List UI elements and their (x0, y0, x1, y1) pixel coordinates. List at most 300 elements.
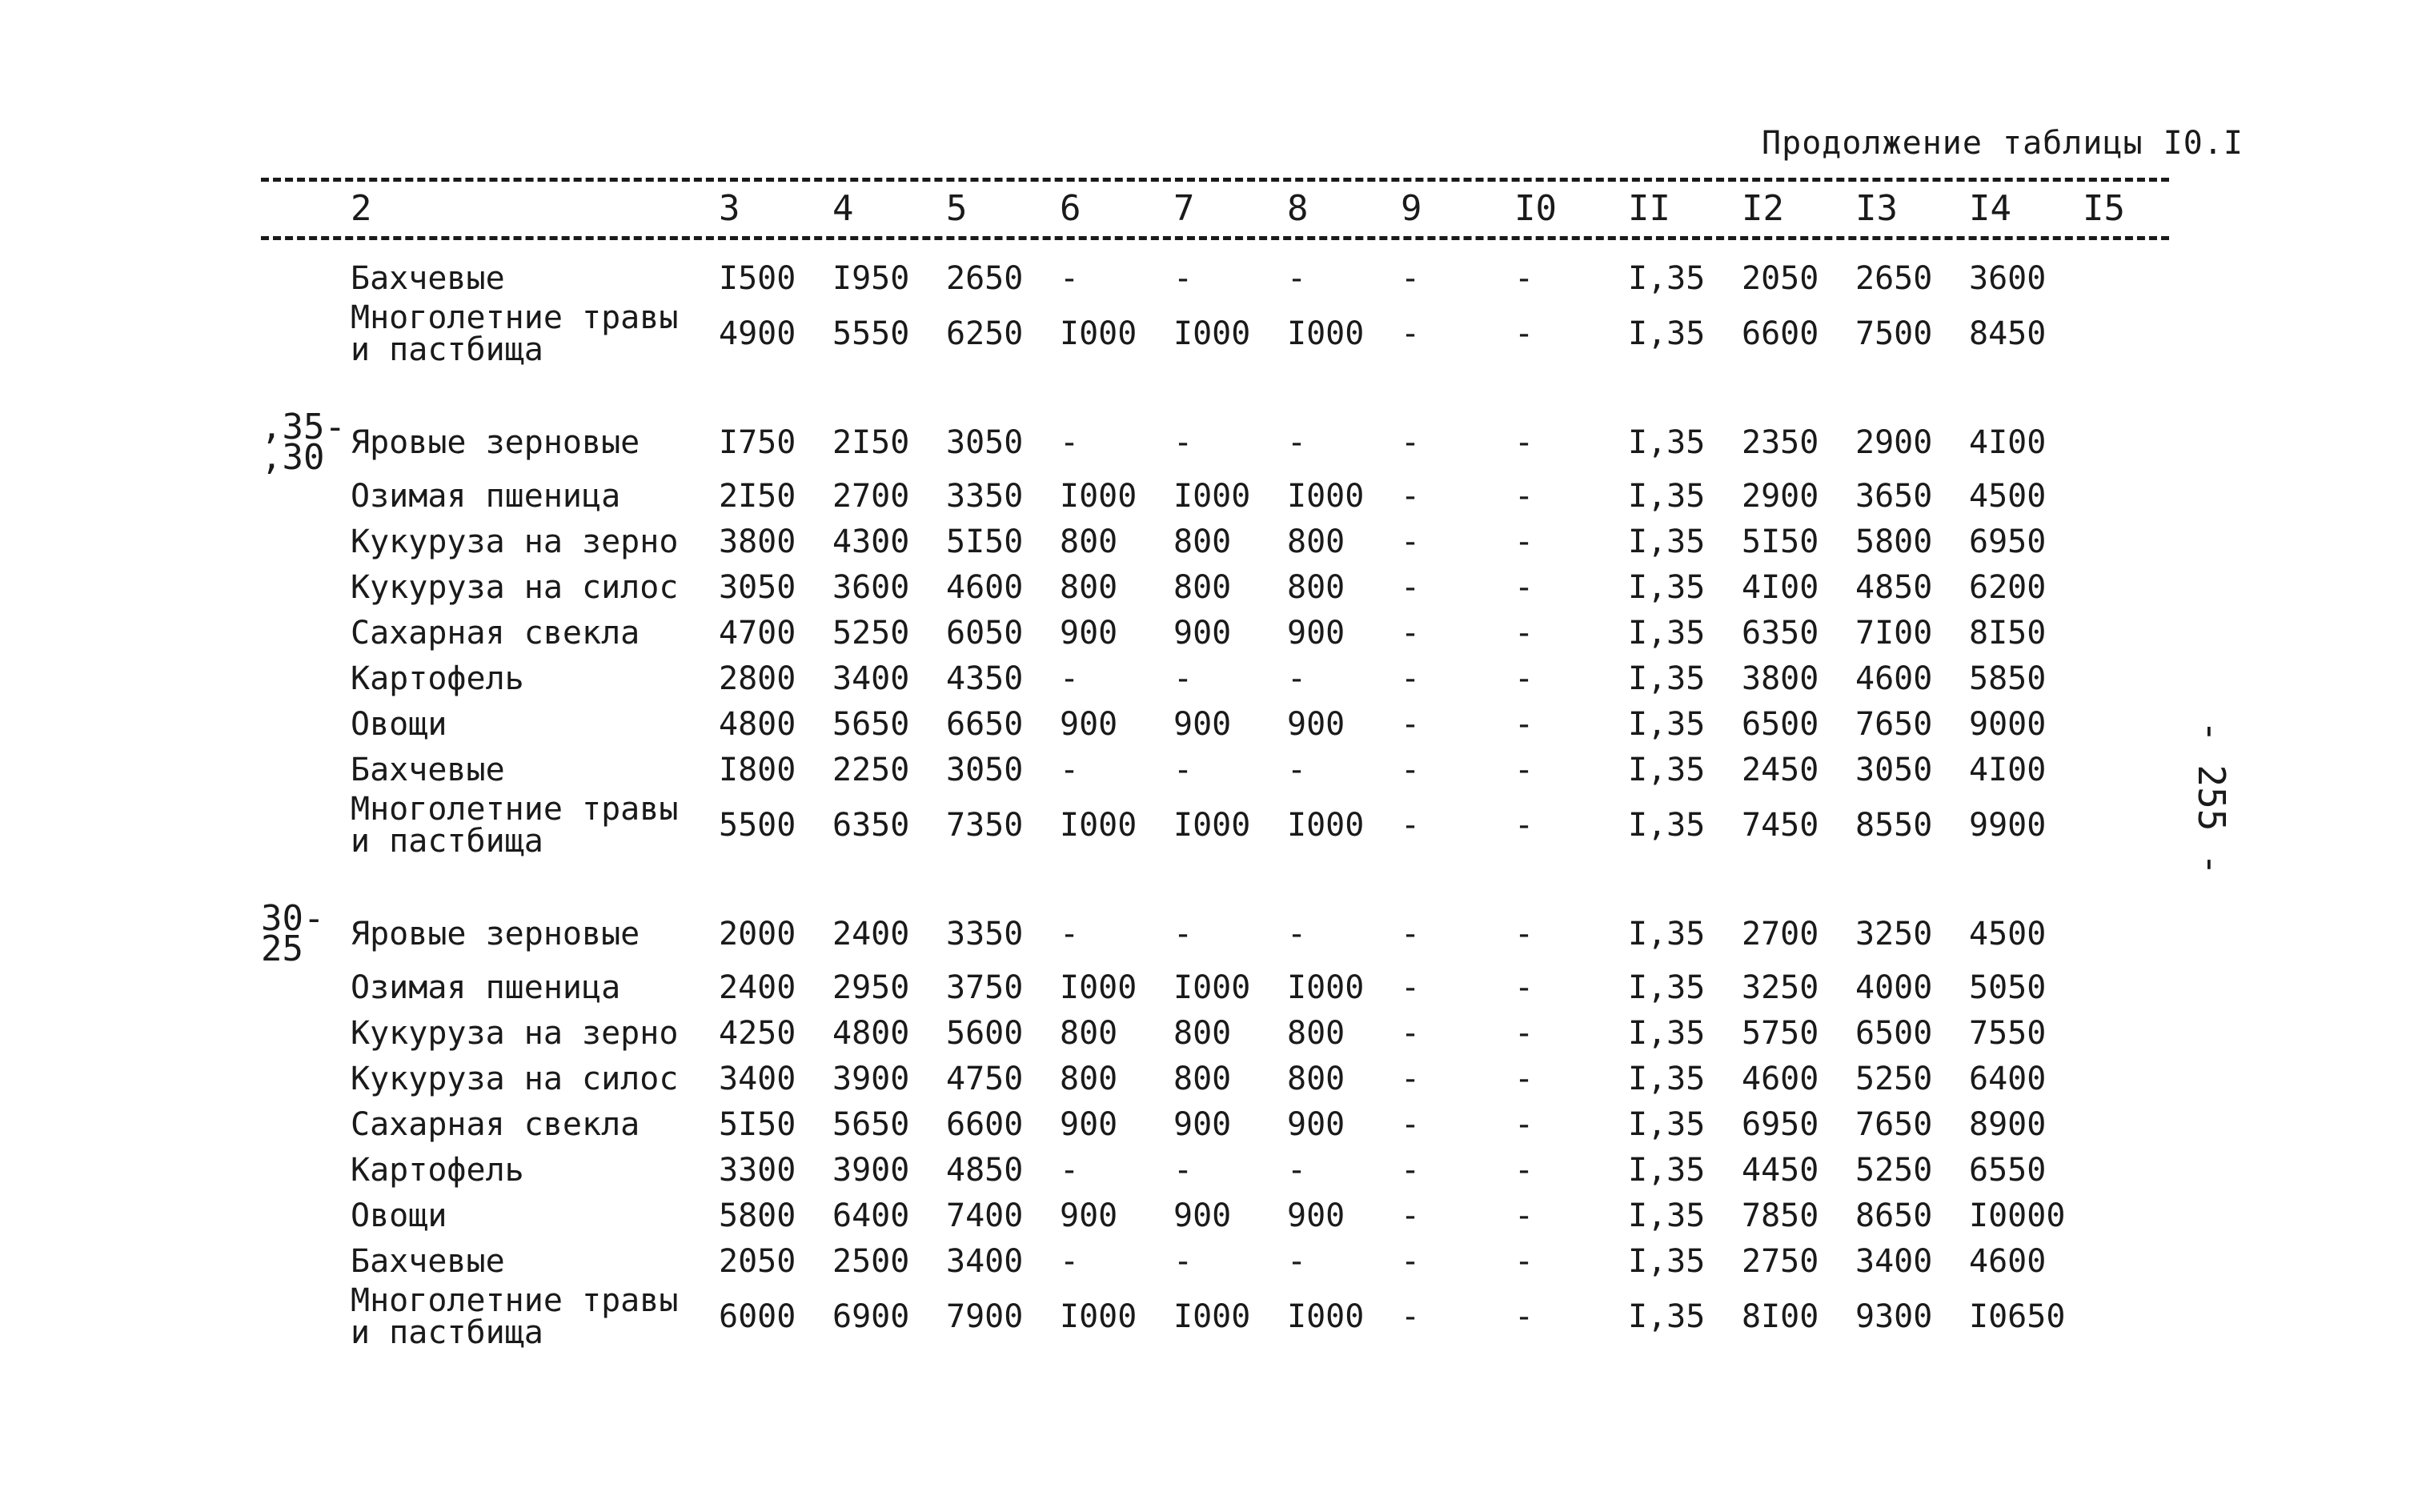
table-cell: 6900 (832, 1298, 910, 1335)
table-cell: 4I00 (1969, 751, 2047, 788)
table-cell: I950 (832, 259, 910, 297)
table-cell: 800 (1287, 523, 1345, 560)
table-cell: 5I50 (1742, 523, 1819, 560)
table-cell: - (1173, 424, 1193, 461)
table-cell (2083, 904, 2163, 965)
table-cell: 4900 (719, 315, 796, 352)
table-cell: 6950 (1969, 523, 2047, 560)
table-cell: 7850 (1742, 1197, 1819, 1234)
zone-label (261, 1101, 351, 1147)
table-cell: - (1401, 1151, 1421, 1189)
table-cell: 5650 (832, 1105, 910, 1143)
table-cell: 800 (1173, 568, 1232, 606)
table-row (261, 564, 2163, 610)
table-cell: 9000 (1969, 705, 2047, 743)
table-row (261, 1193, 2163, 1238)
table-cell: - (1287, 916, 1307, 953)
table-cell: - (1514, 1014, 1534, 1052)
zone-label (261, 610, 351, 656)
crop-name: Многолетние травы и пастбища (351, 1282, 679, 1351)
table-cell: - (1173, 1151, 1193, 1189)
table-cell: 3400 (719, 1060, 796, 1097)
table-cell: 6400 (832, 1197, 910, 1234)
table-cell: 4500 (1969, 477, 2047, 515)
table-cell: 6650 (946, 705, 1024, 743)
page-number: - 255 - (2190, 720, 2233, 876)
table-cell: - (1514, 1197, 1534, 1234)
table-row (261, 1101, 2163, 1147)
table-cell: 7500 (1855, 315, 1933, 352)
zone-label (261, 747, 351, 792)
table-cell: 800 (1060, 523, 1118, 560)
table-cell: - (1401, 523, 1421, 560)
zone-label (261, 1147, 351, 1193)
table-cell: 900 (1287, 705, 1345, 743)
table-cell: 6350 (1742, 614, 1819, 652)
table-cell: 3400 (1855, 1242, 1933, 1280)
table-cell: 800 (1173, 1014, 1232, 1052)
table-cell: I,35 (1628, 1060, 1706, 1097)
table-cell: 3050 (946, 751, 1024, 788)
crop-name: Кукуруза на силос (351, 1060, 679, 1097)
table-cell: - (1514, 424, 1534, 461)
table-cell: - (1401, 1105, 1421, 1143)
table-cell: 900 (1173, 705, 1232, 743)
table-cell: 6600 (1742, 315, 1819, 352)
table-cell: 900 (1173, 1105, 1232, 1143)
table-cell: 6500 (1855, 1014, 1933, 1052)
column-header: I2 (1742, 187, 1784, 229)
table-cell: 6250 (946, 315, 1024, 352)
table-cell: - (1401, 916, 1421, 953)
table-cell: I000 (1060, 969, 1137, 1006)
table-cell: I,35 (1628, 751, 1706, 788)
table-cell: 3300 (719, 1151, 796, 1189)
table-cell: I000 (1060, 477, 1137, 515)
table-row (261, 965, 2163, 1010)
table-cell: - (1514, 969, 1534, 1006)
table-cell: 5250 (1855, 1151, 1933, 1189)
table-cell: - (1401, 751, 1421, 788)
table-cell: I,35 (1628, 807, 1706, 844)
table-cell: I000 (1173, 807, 1251, 844)
table-cell: 3050 (719, 568, 796, 606)
table-cell (2083, 792, 2163, 858)
table-cell (2083, 412, 2163, 473)
table-cell: 5050 (1969, 969, 2047, 1006)
table-row (261, 1147, 2163, 1193)
table-cell: 6950 (1742, 1105, 1819, 1143)
crop-name: Бахчевые (351, 259, 505, 297)
table-cell: - (1514, 916, 1534, 953)
table-cell: - (1401, 477, 1421, 515)
zone-label (261, 301, 351, 367)
table-cell: 2400 (719, 969, 796, 1006)
table-cell: - (1514, 660, 1534, 697)
table-cell: - (1401, 807, 1421, 844)
column-header-row (261, 180, 2163, 236)
table-cell: 2350 (1742, 424, 1819, 461)
table-cell: I,35 (1628, 523, 1706, 560)
table-cell: 3800 (719, 523, 796, 560)
crop-name: Сахарная свекла (351, 1105, 640, 1143)
table-cell: 800 (1173, 523, 1232, 560)
table-cell: - (1401, 259, 1421, 297)
table-cell: 800 (1287, 1060, 1345, 1097)
table-cell: 3900 (832, 1151, 910, 1189)
table-cell: 2900 (1742, 477, 1819, 515)
table-cell: I000 (1060, 807, 1137, 844)
table-cell: 900 (1287, 1197, 1345, 1234)
table-cell (2083, 564, 2163, 610)
table-cell: 800 (1060, 1060, 1118, 1097)
zone-label (261, 898, 351, 969)
table-cell: - (1287, 424, 1307, 461)
table-cell: I000 (1287, 969, 1365, 1006)
table-cell: - (1514, 1060, 1534, 1097)
column-header: I0 (1514, 187, 1557, 229)
table-cell: 4800 (832, 1014, 910, 1052)
table-cell: 900 (1060, 614, 1118, 652)
zone-label-top: ,35- (261, 407, 346, 447)
table-cell: 2700 (832, 477, 910, 515)
zone-label (261, 1010, 351, 1056)
table-cell: 2050 (1742, 259, 1819, 297)
column-header: 8 (1287, 187, 1309, 229)
table-row (261, 1056, 2163, 1101)
crop-name: Кукуруза на силос (351, 568, 679, 606)
crop-name: Кукуруза на зерно (351, 1014, 679, 1052)
table-cell: I,35 (1628, 705, 1706, 743)
table-cell: 9300 (1855, 1298, 1933, 1335)
table-cell: 3750 (946, 969, 1024, 1006)
table-cell: 6550 (1969, 1151, 2047, 1189)
table-cell (2083, 473, 2163, 519)
table-cell: 5500 (719, 807, 796, 844)
table-cell: 2650 (1855, 259, 1933, 297)
table-cell (2083, 1193, 2163, 1238)
crop-name: Яровые зерновые (351, 916, 640, 953)
table-cell: 4600 (1969, 1242, 2047, 1280)
table-cell: 5550 (832, 315, 910, 352)
table-cell: I,35 (1628, 259, 1706, 297)
table-cell: - (1514, 807, 1534, 844)
table-cell: 4I00 (1742, 568, 1819, 606)
crop-name: Бахчевые (351, 1242, 505, 1280)
table-cell: 4800 (719, 705, 796, 743)
table-cell: - (1514, 1242, 1534, 1280)
table-cell: 900 (1060, 1105, 1118, 1143)
table-cell: 7400 (946, 1197, 1024, 1234)
crop-name: Озимая пшеница (351, 477, 621, 515)
table-cell: 3050 (1855, 751, 1933, 788)
zone-label (261, 1056, 351, 1101)
table-cell (2083, 701, 2163, 747)
table-cell: 4500 (1969, 916, 2047, 953)
table-cell: 3250 (1855, 916, 1933, 953)
table-cell: 4350 (946, 660, 1024, 697)
table-cell: 4600 (1742, 1060, 1819, 1097)
data-table (261, 180, 2163, 1350)
table-cell: 2800 (719, 660, 796, 697)
table-row (261, 610, 2163, 656)
table-cell (2083, 1238, 2163, 1284)
table-cell: 5I50 (946, 523, 1024, 560)
table-cell: 900 (1173, 614, 1232, 652)
table-row (261, 412, 2163, 473)
table-cell: - (1287, 259, 1307, 297)
column-header: I5 (2083, 187, 2125, 229)
table-cell: 5650 (832, 705, 910, 743)
table-cell (2083, 1056, 2163, 1101)
table-cell: 2400 (832, 916, 910, 953)
table-cell: 9900 (1969, 807, 2047, 844)
table-cell: 6000 (719, 1298, 796, 1335)
table-cell: 7650 (1855, 1105, 1933, 1143)
table-cell: 3900 (832, 1060, 910, 1097)
zone-label (261, 255, 351, 301)
zone-label (261, 1193, 351, 1238)
table-cell: 800 (1060, 1014, 1118, 1052)
table-cell: 800 (1060, 568, 1118, 606)
table-cell: 8650 (1855, 1197, 1933, 1234)
table-cell: 8I00 (1742, 1298, 1819, 1335)
table-cell: 2950 (832, 969, 910, 1006)
table-cell: 900 (1060, 1197, 1118, 1234)
column-header: 7 (1173, 187, 1195, 229)
table-cell: 8550 (1855, 807, 1933, 844)
crop-name: Овощи (351, 705, 447, 743)
crop-name: Многолетние травы и пастбища (351, 791, 679, 860)
crop-name: Многолетние травы и пастбища (351, 299, 679, 368)
table-cell: 7650 (1855, 705, 1933, 743)
table-cell: 2050 (719, 1242, 796, 1280)
column-header: 2 (351, 187, 372, 229)
table-cell: - (1173, 751, 1193, 788)
table-cell: I000 (1060, 1298, 1137, 1335)
table-cell: - (1287, 660, 1307, 697)
table-cell: 2I50 (832, 424, 910, 461)
table-cell: 8450 (1969, 315, 2047, 352)
table-cell: - (1173, 1242, 1193, 1280)
table-cell: I000 (1287, 807, 1365, 844)
table-cell: 2500 (832, 1242, 910, 1280)
table-cell: I000 (1173, 969, 1251, 1006)
table-cell: - (1060, 751, 1080, 788)
table-cell (2083, 1101, 2163, 1147)
table-cell: 5250 (1855, 1060, 1933, 1097)
table-cell: - (1401, 1197, 1421, 1234)
table-cell: - (1173, 660, 1193, 697)
table-cell (2083, 1010, 2163, 1056)
table-cell: 6050 (946, 614, 1024, 652)
table-cell (2083, 519, 2163, 564)
table-cell: I,35 (1628, 1298, 1706, 1335)
zone-label-top: 30- (261, 898, 325, 939)
table-cell: 4300 (832, 523, 910, 560)
table-cell (2083, 255, 2163, 301)
table-cell: - (1287, 751, 1307, 788)
table-cell: 2750 (1742, 1242, 1819, 1280)
table-cell: - (1514, 1105, 1534, 1143)
zone-label (261, 407, 351, 478)
group-gap (261, 858, 2163, 904)
table-cell: 4600 (1855, 660, 1933, 697)
table-cell: I0000 (1969, 1197, 2066, 1234)
crop-name: Кукуруза на зерно (351, 523, 679, 560)
table-cell: 4000 (1855, 969, 1933, 1006)
table-cell (2083, 1147, 2163, 1193)
table-cell: - (1401, 1298, 1421, 1335)
table-cell: - (1401, 969, 1421, 1006)
table-cell: 5850 (1969, 660, 2047, 697)
table-cell: I750 (719, 424, 796, 461)
table-cell: 6600 (946, 1105, 1024, 1143)
table-cell: I0650 (1969, 1298, 2066, 1335)
table-cell: I,35 (1628, 477, 1706, 515)
table-row (261, 656, 2163, 701)
table-cell: 2700 (1742, 916, 1819, 953)
table-cell: 5750 (1742, 1014, 1819, 1052)
zone-label (261, 564, 351, 610)
table-cell: 3400 (946, 1242, 1024, 1280)
table-row (261, 1284, 2163, 1350)
table-cell: 3350 (946, 477, 1024, 515)
table-cell: I000 (1287, 1298, 1365, 1335)
table-cell: - (1514, 751, 1534, 788)
table-cell: 6500 (1742, 705, 1819, 743)
table-cell: 7550 (1969, 1014, 2047, 1052)
table-cell (2083, 656, 2163, 701)
table-cell: 800 (1173, 1060, 1232, 1097)
table-cell: 6350 (832, 807, 910, 844)
table-cell: - (1401, 660, 1421, 697)
table-cell: 4850 (1855, 568, 1933, 606)
table-cell: I000 (1287, 315, 1365, 352)
table-cell: I800 (719, 751, 796, 788)
zone-label (261, 701, 351, 747)
table-row (261, 1010, 2163, 1056)
column-header: 3 (719, 187, 740, 229)
crop-name: Озимая пшеница (351, 969, 621, 1006)
table-cell (2083, 301, 2163, 367)
table-cell: - (1401, 1242, 1421, 1280)
table-cell (2083, 965, 2163, 1010)
table-cell: I,35 (1628, 1242, 1706, 1280)
column-header: 5 (946, 187, 968, 229)
table-cell: I,35 (1628, 916, 1706, 953)
table-cell: 3650 (1855, 477, 1933, 515)
table-cell: 8900 (1969, 1105, 2047, 1143)
table-cell: 7350 (946, 807, 1024, 844)
table-cell: 900 (1287, 1105, 1345, 1143)
table-cell (2083, 1284, 2163, 1350)
table-cell: 900 (1060, 705, 1118, 743)
zone-label (261, 792, 351, 858)
table-cell: 4I00 (1969, 424, 2047, 461)
table-cell: 3600 (1969, 259, 2047, 297)
table-cell: - (1173, 916, 1193, 953)
table-cell: 2650 (946, 259, 1024, 297)
table-cell: 3250 (1742, 969, 1819, 1006)
table-cell: 3400 (832, 660, 910, 697)
table-body (261, 255, 2163, 1350)
zone-label (261, 473, 351, 519)
table-cell: - (1514, 568, 1534, 606)
table-cell: - (1401, 315, 1421, 352)
table-cell: - (1514, 477, 1534, 515)
table-cell: I000 (1173, 477, 1251, 515)
table-cell: 3350 (946, 916, 1024, 953)
table-cell: - (1060, 660, 1080, 697)
table-cell: - (1173, 259, 1193, 297)
table-cell: 4750 (946, 1060, 1024, 1097)
table-cell: 6200 (1969, 568, 2047, 606)
crop-name: Яровые зерновые (351, 424, 640, 461)
table-cell: 5I50 (719, 1105, 796, 1143)
table-cell: - (1060, 1242, 1080, 1280)
table-row (261, 747, 2163, 792)
table-cell: 2900 (1855, 424, 1933, 461)
table-cell: 2I50 (719, 477, 796, 515)
column-header (261, 180, 351, 236)
table-row (261, 1238, 2163, 1284)
table-cell: I,35 (1628, 1151, 1706, 1189)
table-cell: 3600 (832, 568, 910, 606)
table-row (261, 255, 2163, 301)
table-cell: I000 (1287, 477, 1365, 515)
table-cell: - (1514, 315, 1534, 352)
table-cell: I,35 (1628, 315, 1706, 352)
table-cell: 7I00 (1855, 614, 1933, 652)
zone-label (261, 519, 351, 564)
table-cell (2083, 747, 2163, 792)
column-header: 9 (1401, 187, 1422, 229)
crop-name: Овощи (351, 1197, 447, 1234)
group-gap (261, 367, 2163, 412)
column-header: I4 (1969, 187, 2011, 229)
crop-name: Бахчевые (351, 751, 505, 788)
zone-label (261, 1284, 351, 1350)
table-row (261, 519, 2163, 564)
table-cell: 2450 (1742, 751, 1819, 788)
column-header: 4 (832, 187, 854, 229)
table-cell: - (1401, 424, 1421, 461)
table-cell: I,35 (1628, 660, 1706, 697)
table-cell: I000 (1173, 315, 1251, 352)
table-cell: - (1514, 1298, 1534, 1335)
table-cell: - (1401, 568, 1421, 606)
table-cell: - (1514, 705, 1534, 743)
crop-name: Картофель (351, 660, 524, 697)
table-cell: - (1514, 614, 1534, 652)
table-cell: - (1401, 1014, 1421, 1052)
table-cell: I000 (1060, 315, 1137, 352)
table-cell: - (1287, 1151, 1307, 1189)
table-cell: - (1401, 1060, 1421, 1097)
crop-name: Картофель (351, 1151, 524, 1189)
table-cell: - (1514, 523, 1534, 560)
table-cell: I500 (719, 259, 796, 297)
column-header: II (1628, 187, 1670, 229)
table-cell: 4600 (946, 568, 1024, 606)
zone-label-bottom: 25 (261, 928, 303, 969)
table-cell: 900 (1287, 614, 1345, 652)
table-cell: I,35 (1628, 614, 1706, 652)
table-cell: I000 (1173, 1298, 1251, 1335)
table-cell: 5800 (719, 1197, 796, 1234)
table-cell: 900 (1173, 1197, 1232, 1234)
